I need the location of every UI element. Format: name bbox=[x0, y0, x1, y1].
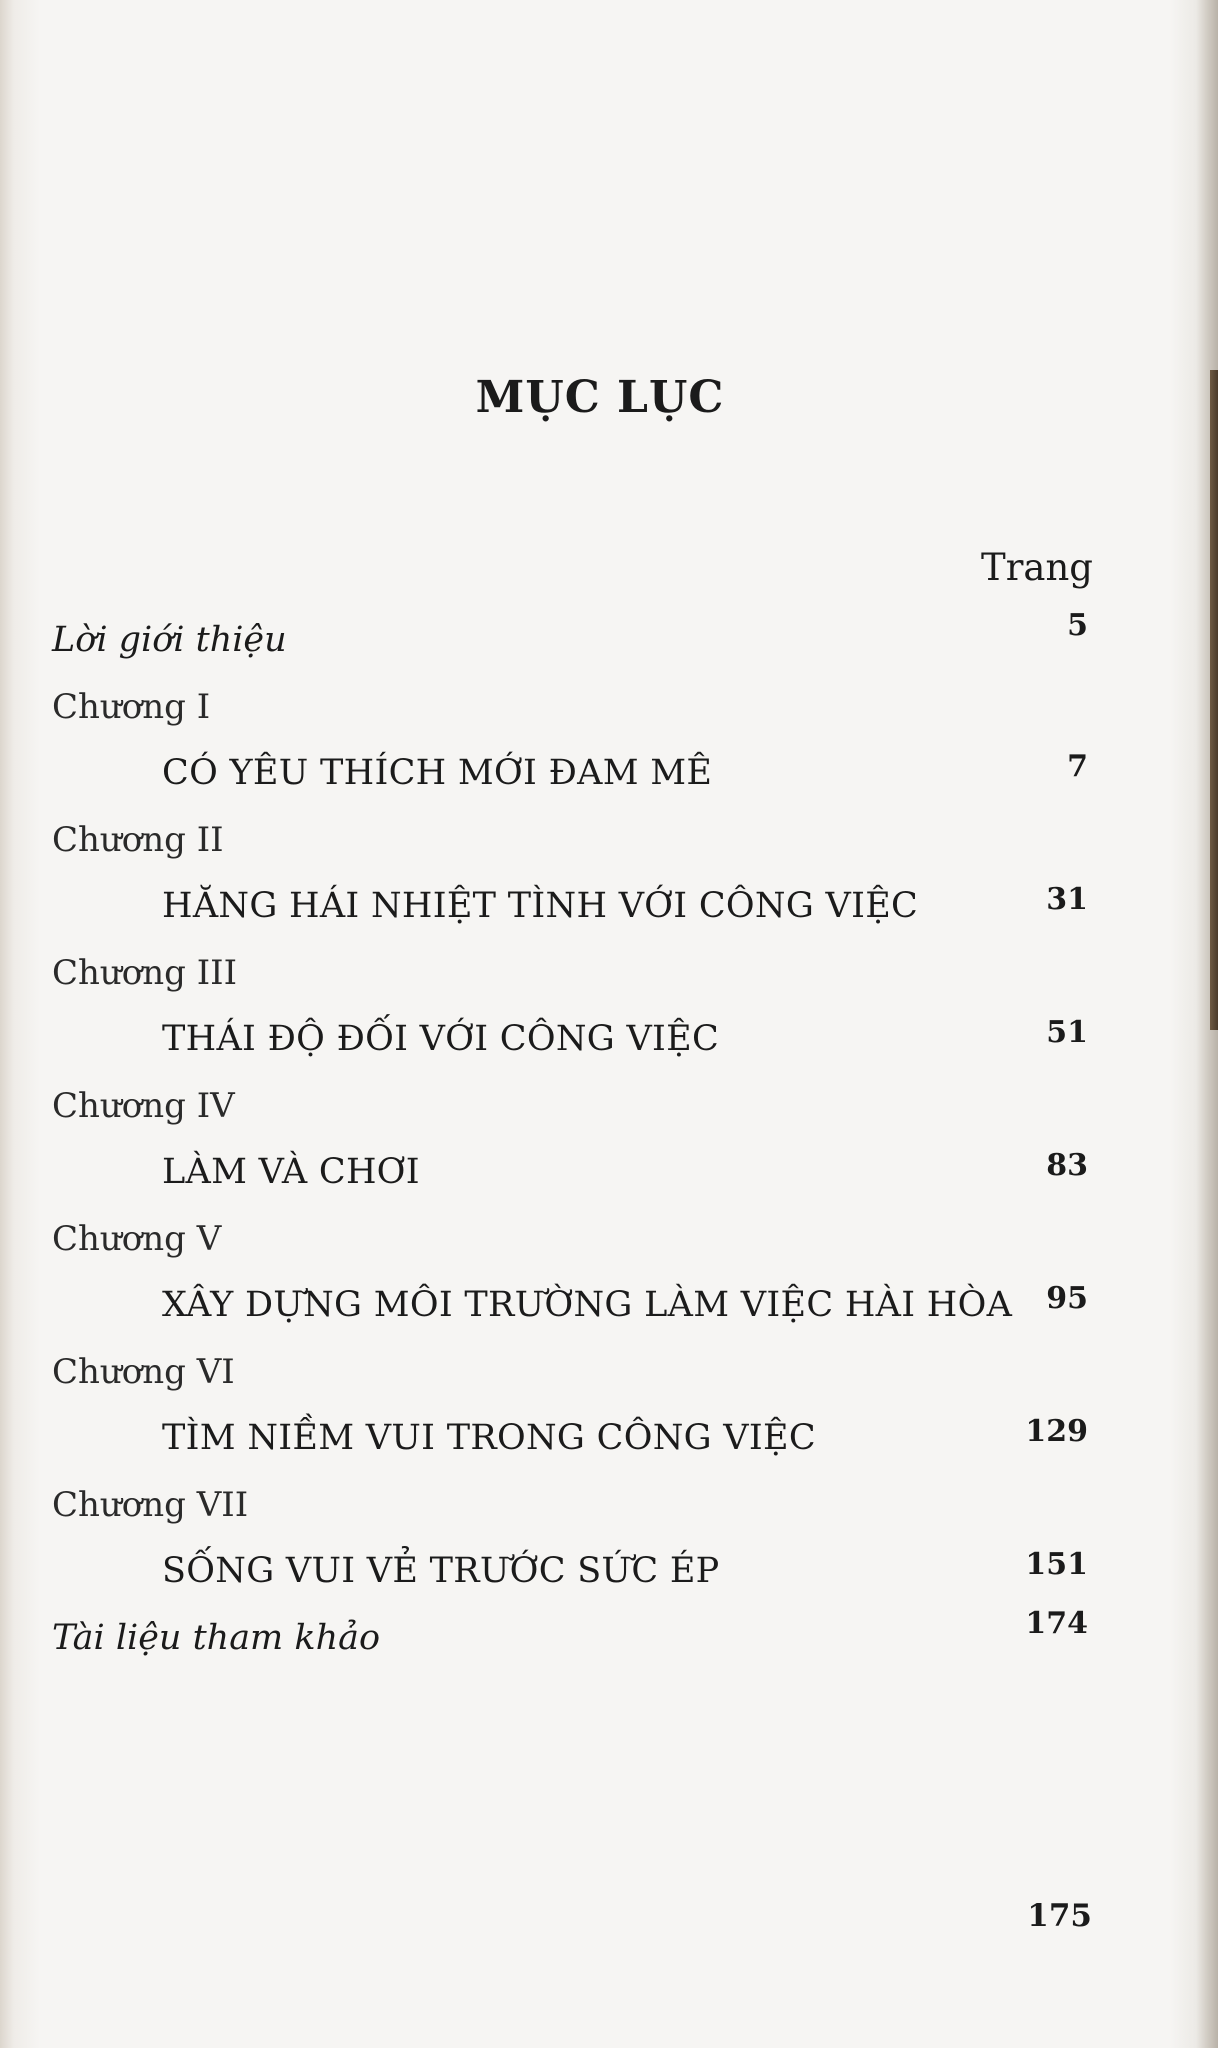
chapter-label: Chương II bbox=[52, 819, 224, 860]
toc-page-number: 7 bbox=[1067, 749, 1088, 784]
toc-entry bbox=[0, 687, 1218, 747]
page-title: MỤC LỤC bbox=[475, 372, 725, 423]
chapter-title: CÓ YÊU THÍCH MỚI ĐAM MÊ bbox=[162, 753, 713, 793]
toc-entry bbox=[0, 1352, 1218, 1412]
toc-entry bbox=[0, 1015, 1218, 1079]
chapter-title: THÁI ĐỘ ĐỐI VỚI CÔNG VIỆC bbox=[162, 1019, 720, 1059]
toc-entry bbox=[0, 820, 1218, 880]
toc-page-number: 83 bbox=[1046, 1148, 1088, 1183]
section-label: Tài liệu tham khảo bbox=[52, 1617, 381, 1658]
page-number: 175 bbox=[1027, 1898, 1092, 1934]
chapter-label: Chương I bbox=[52, 686, 211, 727]
chapter-label: Chương VII bbox=[52, 1484, 249, 1525]
chapter-label: Chương III bbox=[52, 952, 238, 993]
chapter-title: SỐNG VUI VẺ TRƯỚC SỨC ÉP bbox=[162, 1551, 720, 1591]
chapter-label: Chương VI bbox=[52, 1351, 235, 1392]
toc-entry bbox=[0, 1485, 1218, 1545]
toc-entry bbox=[0, 1281, 1218, 1345]
toc-page-number: 151 bbox=[1025, 1547, 1088, 1582]
toc-page-number: 51 bbox=[1046, 1015, 1088, 1050]
chapter-title: TÌM NIỀM VUI TRONG CÔNG VIỆC bbox=[162, 1418, 816, 1458]
toc-entry bbox=[0, 1148, 1218, 1212]
chapter-title: XÂY DỰNG MÔI TRƯỜNG LÀM VIỆC HÀI HÒA bbox=[162, 1285, 1013, 1325]
chapter-label: Chương IV bbox=[52, 1085, 235, 1126]
toc-page-number: 31 bbox=[1046, 882, 1088, 917]
toc-entry bbox=[0, 1605, 1218, 1678]
page-column-label: Trang bbox=[981, 546, 1093, 589]
toc-entry bbox=[0, 882, 1218, 946]
toc-entry bbox=[0, 608, 1218, 680]
toc-page-number: 129 bbox=[1025, 1414, 1088, 1449]
toc-page-number: 5 bbox=[1067, 608, 1088, 643]
toc-page-number: 174 bbox=[1025, 1605, 1088, 1641]
toc-entry bbox=[0, 953, 1218, 1013]
toc-page-number: 95 bbox=[1046, 1281, 1088, 1316]
toc-entry bbox=[0, 1219, 1218, 1279]
chapter-label: Chương V bbox=[52, 1218, 222, 1259]
chapter-title: HĂNG HÁI NHIỆT TÌNH VỚI CÔNG VIỆC bbox=[162, 886, 919, 926]
section-label: Lời giới thiệu bbox=[52, 620, 287, 660]
toc-entry bbox=[0, 1414, 1218, 1478]
toc-entry bbox=[0, 749, 1218, 813]
toc-entry bbox=[0, 1086, 1218, 1146]
toc-entry bbox=[0, 1547, 1218, 1611]
chapter-title: LÀM VÀ CHƠI bbox=[162, 1152, 420, 1192]
